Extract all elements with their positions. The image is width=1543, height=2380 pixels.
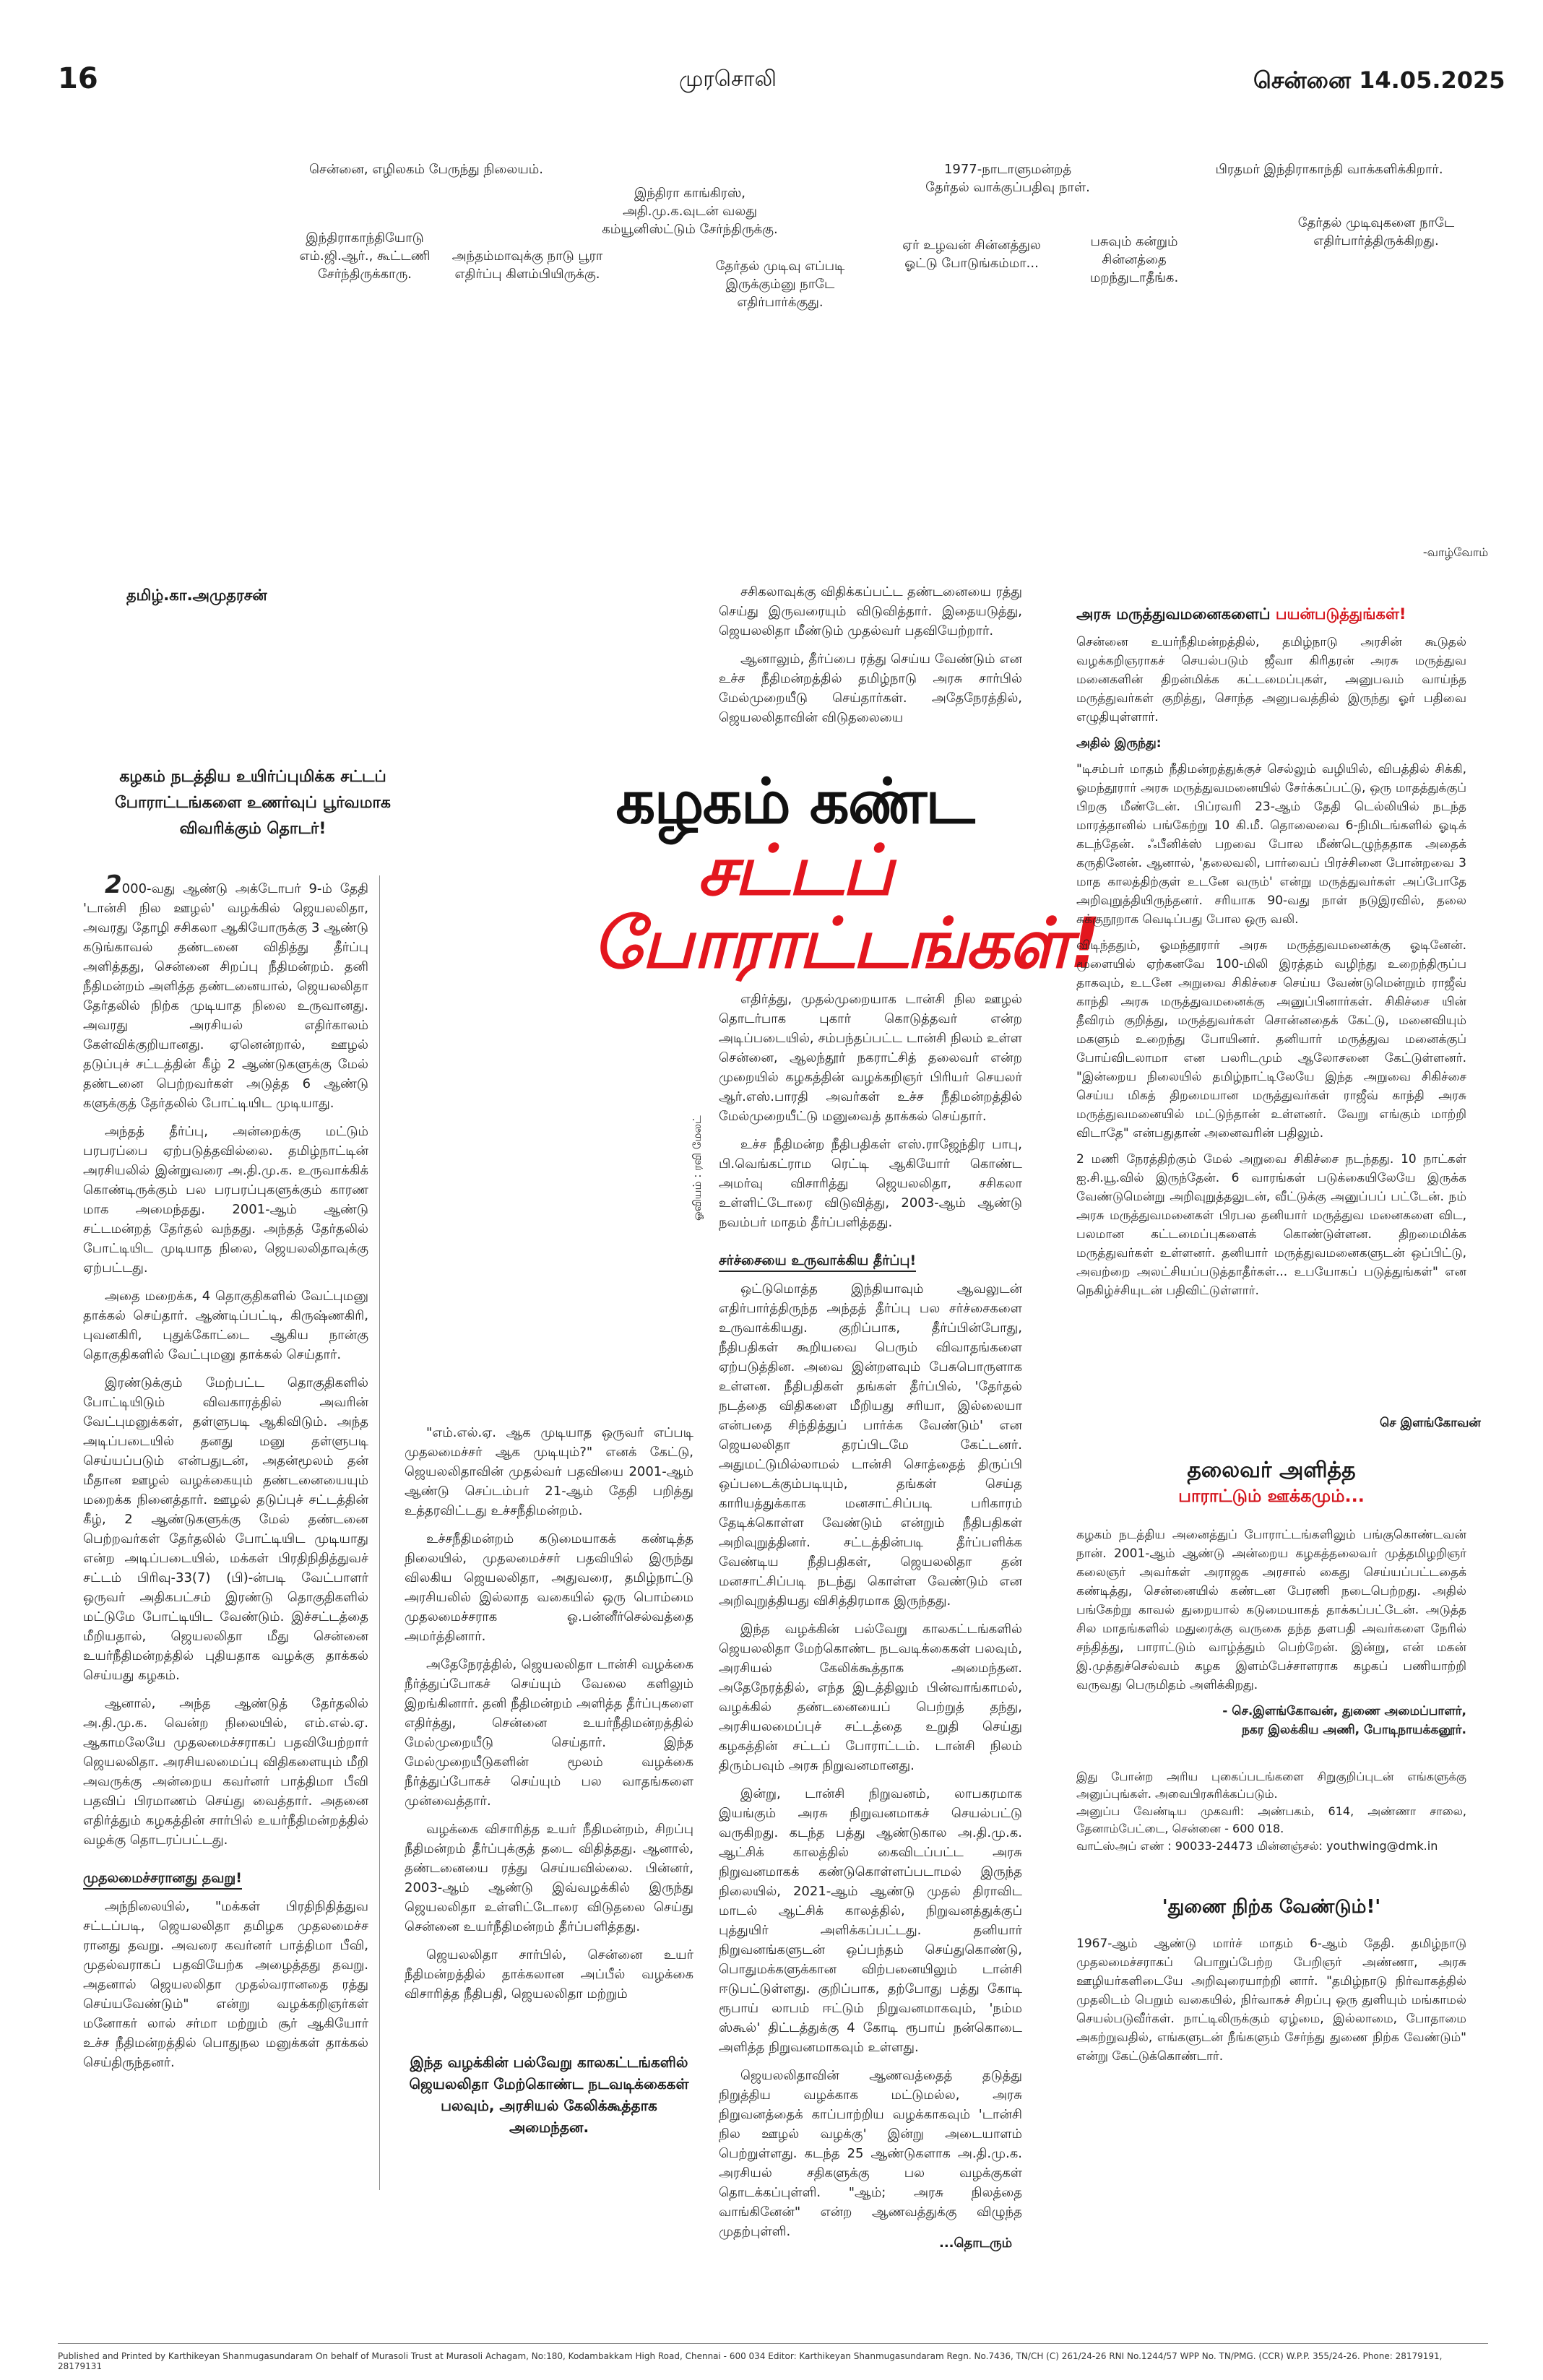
masthead: [0, 0, 1543, 101]
paragraph: கழகம் நடத்திய அனைத்துப் போராட்டங்களிலும் பங்குகொண்டவன் நான். 2001-ஆம் ஆண்டு அன்றைய கழகத்தலைவர் முத்தமிழறிஞர் கலைஞர் அவர்கள் அராஜக அரசால் கைது செய்யப்பட்டதைக் கண்டித்து, சென்னையில் கண்டன பேரணி நடைபெற்றது. அதில் பங்கேற்று காவல் துறையால் கடுமையாகத் தாக்கப்பட்டேன். அடுத்த சில மாதங்களில் மதுரைக்கு வருகை தந்த தளபதி அவர்களை நேரில் சந்தித்து, பாராட்டும் வாழ்த்தும் பெற்றேன். இன்று, என் மகன் இ.முத்துச்செல்வம் கழக இளம்பேச்சாளராக கழகப் பணியாற்றி வருவது பெருமிதம் அளிக்கிறது.: [1076, 1528, 1466, 1692]
comic-signoff: -வாழ்வோம்: [1422, 545, 1489, 559]
article-column-1: [83, 870, 368, 2081]
invite-contact: வாட்ஸ்அப் எண் : 90033-24473 மின்னஞ்சல்: youthwing@dmk.in: [1076, 1839, 1438, 1853]
paragraph: அதை மறைக்க, 4 தொகுதிகளில் வேட்புமனு தாக்கல் செய்தார். ஆண்டிப்பட்டி, கிருஷ்ணகிரி, புவனகிரி, புதுக்கோட்டை ஆகிய நான்கு தொகுதிகளில் வேட்புமனு தாக்கல் செய்தார்.: [83, 1289, 368, 1362]
comic-caption: அந்தம்மாவுக்கு நாடு பூரா எதிர்ப்பு கிளம்பியிருக்கு.: [451, 248, 603, 282]
imprint-line: Published and Printed by Karthikeyan Shanmugasundaram On behalf of Murasoli Trust at Murasoli Achagam, No:180, Kodambakkam High Road, Chennai - 600 034 Editor: Karthikeyan Shanmugasundaram Regn. No.7436, TN/CH (C) 261/24-26 RNI No.1244/57 WPP No. TN/PMG. (CCR) W.P.P. 355/24-26. Phone: 28179191, 28179131: [58, 2351, 1443, 2371]
sidebar2-title: [1076, 1458, 1466, 1508]
dateline: சென்னை 14.05.2025: [1253, 66, 1505, 94]
paragraph: ஜெயலலிதா சார்பில், சென்னை உயர் நீதிமன்றத்தில் தாக்கலான அப்பீல் வழக்கை விசாரித்த நீதிபதி, ஜெயலலிதா மற்றும்: [405, 1947, 693, 2002]
sidebar-intro: சென்னை உயர்நீதிமன்றத்தில், தமிழ்நாடு அரசின் கூடுதல் வழக்கறிஞராகச் செயல்படும் ஜீவா கிரிதரன் அரசு மருத்துவ மனைகளின் திறன்மிக்க கட்டமைப்புகள், அனுபவம் வாய்ந்த மருத்துவர்கள் குறித்து, சொந்த அனுபவத்தில் இருந்து ஓர் பதிவை எழுதியுள்ளார்.: [1076, 635, 1466, 724]
paragraph: சசிகலாவுக்கு விதிக்கப்பட்ட தண்டனையை ரத்து செய்து இருவரையும் விடுவித்தார். இதையடுத்து, ஜெயலலிதா மீண்டும் முதல்வர் பதவியேற்றார்.: [719, 584, 1022, 639]
comic-caption: பிரதமர் இந்திராகாந்தி வாக்களிக்கிறார்.: [1215, 162, 1443, 177]
paragraph: "எம்.எல்.ஏ. ஆக முடியாத ஒருவர் எப்படி முதலமைச்சர் ஆக முடியும்?" எனக் கேட்டு, ஜெயலலிதாவின் முதல்வர் பதவியை 2001-ஆம் ஆண்டு செப்டம்பர் 21-ஆம் தேதி பறித்து உத்தரவிட்டது உச்சநீதிமன்றம்.: [405, 1425, 693, 1518]
invite-text: இது போன்ற அரிய புகைப்படங்களை சிறுகுறிப்புடன் எங்களுக்கு அனுப்புங்கள். அவைபிரசுரிக்கப்படும்.: [1076, 1770, 1466, 1801]
comic-caption: தேர்தல் முடிவுகளை நாடே எதிர்பார்த்திருக்கிறது.: [1297, 215, 1455, 248]
comic-caption: இந்திரா காங்கிரஸ், அதி.மு.க.வுடன் வலது கம்யூனிஸ்ட்டும் சேர்ந்திருக்கு.: [602, 186, 778, 237]
page-number: 16: [58, 62, 98, 95]
pull-quote: இந்த வழக்கின் பல்வேறு காலகட்டங்களில் ஜெயலலிதா மேற்கொண்ட நடவடிக்கைகள் பலவும், அரசியல் கேலிக்கூத்தாக அமைந்தன.: [409, 2054, 689, 2136]
illustration-credit: ஓவியம் : ரவி மேலட்: [691, 1115, 704, 1221]
sidebar-hospital: [1076, 633, 1466, 1307]
sidebar3-title: 'துணை நிற்க வேண்டும்!': [1162, 1896, 1381, 1918]
paragraph: அந்தத் தீர்ப்பு, அன்றைக்கு மட்டும் பரபரப்பை ஏற்படுத்தவில்லை. தமிழ்நாட்டின் அரசியலில் இன்றுவரை அ.தி.மு.க. உருவாக்கிக் கொண்டிருக்கும் பல பரபரப்புகளுக்கும் காரண மாக அமைந்தது. 2001-ஆம் ஆண்டு சட்டமன்றத் தேர்தல் வந்தது. அந்தத் தேர்தலில் போட்டியிட முடியாத நிலை, ஜெயலலிதாவுக்கு ஏற்பட்டது.: [83, 1124, 368, 1276]
article-column-3: [719, 990, 1022, 2250]
column-rule: [379, 875, 380, 2190]
sidebar-title-red: பயன்படுத்துங்கள்!: [1275, 605, 1406, 623]
article-deck: கழகம் நடத்திய உயிர்ப்புமிக்க சட்டப் போராட்டங்களை உணர்வுப் பூர்வமாக விவரிக்கும் தொடர்!: [115, 768, 391, 838]
sidebar-byline: செ இளங்கோவன்: [1380, 1416, 1481, 1430]
paragraph: 2 மணி நேரத்திற்கும் மேல் அறுவை சிகிச்சை நடந்தது. 10 நாட்கள் ஐ.சி.யூ.வில் இருந்தேன். 6 வாரங்கள் படுக்கையிலேயே இருக்க வேண்டுமென்று அறிவுறுத்தலுடன், வீட்டுக்கு அனுப்பப் பட்டேன். நம் அரசு மருத்துவமனைகள் பிரபல தனியார் மருத்துவ மனைகளை விட, பலமான கட்டமைப்புகளைக் கொண்டுள்ளன. திறமைமிக்க மருத்துவர்கள் உள்ளனர். தனியார் மருத்துவமனைகளுடன் ஒப்பிட்டு, அவற்றை அலட்சியப்படுத்தாதீர்கள்... உபயோகப் படுத்துங்கள்" என நெகிழ்ச்சியுடன் பதிவிட்டுள்ளார்.: [1076, 1152, 1466, 1298]
sidebar-title: [1076, 605, 1406, 625]
subheading: சர்ச்சையை உருவாக்கிய தீர்ப்பு!: [719, 1251, 916, 1272]
paragraph: வழக்கை விசாரித்த உயர் நீதிமன்றம், சிறப்பு நீதிமன்றம் தீர்ப்புக்குத் தடை விதித்தது. ஆனால், தண்டனையை ரத்து செய்யவில்லை. பின்னர், 2003-ஆம் ஆண்டு இவ்வழக்கில் இருந்து ஜெயலலிதா உள்ளிட்டோரை விடுதலை செய்து சென்னை உயர்நீதிமன்றம் தீர்ப்பளித்தது.: [405, 1822, 693, 1934]
paragraph: ஆனால், அந்த ஆண்டுத் தேர்தலில் அ.தி.மு.க. வென்ற நிலையில், எம்.எல்.ஏ. ஆகாமலேயே முதலமைச்சராகப் பதவியேற்றார் ஜெயலலிதா. அரசியலமைப்பு விதிகளையும் மீறி அவருக்கு அன்றைய கவர்னர் பாத்திமா பீவி பதவிப் பிரமாணம் செய்து வைத்தார். அதனை எதிர்த்தும் கழகத்தின் சார்பில் உயர்நீதிமன்றத்தில் வழக்கு தொடரப்பட்டது.: [83, 1696, 368, 1848]
paragraph: இன்று, டான்சி நிறுவனம், லாபகரமாக இயங்கும் அரசு நிறுவனமாகச் செயல்பட்டு வருகிறது. கடந்த பத்து ஆண்டுகால அ.தி.மு.க. ஆட்சிக் காலத்தில் கைவிடப்பட்ட அரசு நிறுவனமாகக் கண்டுகொள்ளப்படாமல் இருந்த நிலையில், 2021-ஆம் ஆண்டு முதல் திராவிட மாடல் ஆட்சிக் காலத்தில், நிறுவனத்துக்குப் புத்துயிர் அளிக்கப்பட்டது. தனியார் நிறுவனங்களுடன் ஒப்பந்தம் செய்துகொண்டு, பொதுமக்களுக்கான விற்பனையிலும் டான்சி ஈடுபட்டுள்ளது. குறிப்பாக, தற்போது பத்து கோடி ரூபாய் லாபம் ஈட்டும் நிறுவனமாகவும், 'நம்ம ஸ்கூல்' திட்டத்துக்கு 4 கோடி ரூபாய் நன்கொடை அளித்த நிறுவனமாகவும் உள்ளது.: [719, 1786, 1022, 2055]
headline-line-3: போராட்டங்கள்!: [592, 903, 1100, 985]
paragraph: ஆனாலும், தீர்ப்பை ரத்து செய்ய வேண்டும் என உச்ச நீதிமன்றத்தில் தமிழ்நாடு அரசு சார்பில் மேல்முறையீடு செய்தார்கள். அதேநேரத்தில், ஜெயலலிதாவின் விடுதலையை: [719, 652, 1022, 725]
comic-caption: பசுவும் கன்றும் சின்னத்தை மறந்துடாதீங்க.: [1089, 234, 1179, 285]
article-column-3-top: [719, 582, 1022, 736]
headline-line-2: சட்டப்: [697, 830, 892, 912]
paragraph: இந்த வழக்கின் பல்வேறு காலகட்டங்களில் ஜெயலலிதா மேற்கொண்ட நடவடிக்கைகள் பலவும், அரசியல் கேலிக்கூத்தாக அமைந்தன. அதேநேரத்தில், எந்த இடத்திலும் பின்வாங்காமல், வழக்கில் தண்டனையைப் பெற்றுத் தந்து, அரசியலமைப்புச் சட்டத்தை உறுதி செய்து கழகத்தின் சட்டப் போராட்டம். டான்சி நிலம் திரும்பவும் அரசு நிறுவனமானது.: [719, 1622, 1022, 1773]
sidebar2-title-line2: பாராட்டும் ஊக்கமும்...: [1178, 1486, 1365, 1506]
sidebar-leader-memory: [1076, 1526, 1466, 1747]
article-column-2: [405, 1423, 693, 2012]
paragraph: 2000-வது ஆண்டு அக்டோபர் 9-ம் தேதி 'டான்சி நில ஊழல்' வழக்கில் ஜெயலலிதா, அவரது தோழி சசிகலா ஆகியோருக்கு 3 ஆண்டு கடுங்காவல் தண்டனை விதித்து தீர்ப்பு அளித்தது, சென்னை சிறப்பு நீதிமன்றம். தனி நீதிமன்றம் அளித்த தண்டனையால், ஜெயலலிதா தேர்தலில் நிற்க முடியாத நிலை உருவானது. அவரது அரசியல் எதிர்காலம் கேள்விக்குறியானது. ஏனென்றால், ஊழல் தடுப்புச் சட்டத்தின் கீழ் 2 ஆண்டுகளுக்கு மேல் தண்டனை பெற்றவர்கள் அடுத்த 6 ஆண்டு களுக்குத் தேர்தலில் போட்டியிட முடியாது.: [83, 870, 368, 1111]
subheading: முதலமைச்சரானது தவறு!: [83, 1869, 242, 1890]
comic-caption: ஏர் உழவன் சின்னத்துல ஓட்டு போடுங்கம்மா...: [902, 238, 1041, 271]
newspaper-name: முரசொலி: [679, 66, 777, 92]
sidebar2-title-line1: தலைவர் அளித்த: [1187, 1458, 1356, 1483]
submission-invite: [1076, 1768, 1466, 1855]
signature-line-2: நகர இலக்கிய அணி, போடிநாயக்கனூர்.: [1242, 1723, 1466, 1737]
comic-caption: தேர்தல் முடிவு எப்படி இருக்கும்னு நாடே எதிர்பார்க்குது.: [715, 259, 845, 310]
paragraph: உச்ச நீதிமன்ற நீதிபதிகள் எஸ்.ராஜேந்திர பாபு, பி.வெங்கட்ராம ரெட்டி ஆகியோர் கொண்ட அமர்வு விசாரித்து ஜெயலலிதா, சசிகலா உள்ளிட்டோரை விடுவித்து, 2003-ஆம் ஆண்டு நவம்பர் மாதம் தீர்ப்பளித்தது.: [719, 1137, 1022, 1230]
continued-marker: ...தொடரும்: [939, 2236, 1013, 2251]
comic-caption: 1977-நாடாளுமன்றத் தேர்தல் வாக்குப்பதிவு நாள்.: [925, 162, 1090, 195]
comic-caption: இந்திராகாந்தியோடு எம்.ஜி.ஆர்., கூட்டணி சேர்ந்திருக்காரு.: [299, 230, 431, 282]
invite-address: அனுப்ப வேண்டிய முகவரி: அண்பகம், 614, அண்ணா சாலை, தேனாம்பேட்டை, சென்னை - 600 018.: [1076, 1804, 1466, 1835]
paragraph: எதிர்த்து, முதல்முறையாக டான்சி நில ஊழல் தொடர்பாக புகார் கொடுத்தவர் என்ற அடிப்படையில், சம்பந்தப்பட்ட டான்சி நிலம் உள்ள சென்னை, ஆலந்தூர் நகராட்சித் தலைவர் என்ற முறையில் கழகத்தின் வழக்கறிஞர் பிரியர் செயலர் ஆர்.எஸ்.பாரதி அவர்கள் உச்ச நீதிமன்றத்தில் மேல்முறையீட்டு மனுவைத் தாக்கல் செய்தார்.: [719, 992, 1022, 1124]
sidebar-label: அதில் இருந்து:: [1076, 736, 1162, 750]
paragraph: 1967-ஆம் ஆண்டு மார்ச் மாதம் 6-ஆம் தேதி. தமிழ்நாடு முதலமைச்சராகப் பொறுப்பேற்ற பேறிஞர் அண்ணா, அரசு ஊழியர்களிடையே அறிவுரையாற்றி னார். "தமிழ்நாடு நிர்வாகத்தில் முதலிடம் பெறும் வகையில், நிர்வாகச் சிறப்பு ஒரு துளியும் மங்காமல் செயல்படுவீர்கள். நாட்டிலிருக்கும் ஏழ்மை, இல்லாமை, போதாமை அகற்றுவதில், எங்களுடன் நீங்களும் சேர்ந்து துணை நிற்க வேண்டும்" என்று கேட்டுக்கொண்டார்.: [1076, 1937, 1466, 2064]
headline: [592, 766, 1100, 985]
comic-caption: சென்னை, எழிலகம் பேருந்து நிலையம்.: [308, 162, 544, 177]
paragraph: "டிசம்பர் மாதம் நீதிமன்றத்துக்குச் செல்லும் வழியில், விபத்தில் சிக்கி, ஓமந்தூரார் அரசு மருத்துவமனையில் சேர்க்கப்பட்டு, ஒரு மாதத்துக்குப் பிறகு மீண்டேன். பிப்ரவரி 23-ஆம் தேதி டெல்லியில் நடந்த மாரத்தானில் பங்கேற்று 10 கி.மீ. தொலைவை 6-நிமிடங்களில் ஓடிக் கடந்தேன். ஃபீனிக்ஸ் பறவை போல மீண்டெழுந்ததாக அதைக் கருதினேன். ஆனால், 'தலைவலி, பார்வைப் பிரச்சினை போன்றவை 3 மாத காலத்திற்குள் உடனே வரும்' என்று மருத்துவர்கள் அப்போதே அறிவுறுத்தியிருந்தனர். சரியாக 90-வது நாள் நடுஇரவில், தலை சுக்குநூறாக வெடிப்பது போல ஒரு வலி.: [1076, 762, 1466, 927]
headline-line-1: கழகம் கண்ட: [615, 766, 974, 838]
signature-line-1: - செ.இளங்கோவன், துணை அமைப்பாளர்,: [1222, 1704, 1466, 1718]
sidebar-title-black: அரசு மருத்துவமனைகளைப்: [1076, 605, 1276, 623]
paragraph: விடிந்ததும், ஓமந்தூரார் அரசு மருத்துவமனைக்கு ஓடினேன். மூளையில் ஏற்கனவே 100-மிலி இரத்தம் வழிந்து உறைந்திருப்ப தாகவும், உடனே அறுவை சிகிச்சை செய்ய வேண்டுமென்றும் ராஜீவ் காந்தி அரசு மருத்துவமனைக்கு அனுப்பினார்கள். சிகிச்சை யின் தீவிரம் குறித்து, மருத்துவர்கள் சொன்னதைக் கேட்டு, மனைவியும் மகளும் உறைந்து போயினர். தனியார் மருத்துவ மனைக்குப் போய்விடலாமா என பலரிடமும் ஆலோசனை கேட்டுள்ளனர். "இன்றைய நிலையில் தமிழ்நாட்டிலேயே இந்த அறுவை சிகிச்சை செய்ய மிகத் திறமையான மருத்துவர்கள் ராஜீவ் காந்தி அரசு மருத்துவமனையில் மட்டுந்தான் உள்ளனர். வேறு எங்கும் மாற்றி விடாதே" என்பதுதான் அனைவரின் பதிலும்.: [1076, 938, 1466, 1141]
sidebar-anna-quote: [1076, 1934, 1466, 2073]
paragraph: உச்சநீதிமன்றம் கடுமையாகக் கண்டித்த நிலையில், முதலமைச்சர் பதவியில் இருந்து விலகிய ஜெயலலிதா, அதுவரை, தமிழ்நாட்டு அரசியலில் இல்லாத வகையில் ஒரு பொம்மை முதலமைச்சராக ஓ.பன்னீர்செல்வத்தை அமர்த்தினார்.: [405, 1531, 693, 1644]
paragraph: அந்நிலையில், "மக்கள் பிரதிநிதித்துவ சட்டப்படி, ஜெயலலிதா தமிழக முதலமைச்ச ரானது தவறு. அவரை கவர்னர் பாத்திமா பீவி, முதல்வராகப் பதவியேற்க அழைத்தது தவறு. அதனால் ஜெயலலிதா முதல்வரானதை ரத்து செய்யவேண்டும்" என்று வழக்கறிஞர்கள் மனோகர் லால் சர்மா மற்றும் சூர் ஆகியோர் உச்ச நீதிமன்றத்தில் பொதுநல மனுக்கள் தாக்கல் செய்திருந்தனர்.: [83, 1899, 368, 2070]
article-byline: தமிழ்.கா.அமுதரசன்: [126, 587, 267, 604]
paragraph: இரண்டுக்கும் மேற்பட்ட தொகுதிகளில் போட்டியிடும் விவகாரத்தில் அவரின் வேட்புமனுக்கள், தள்ளுபடி ஆகிவிடும். அந்த அடிப்படையில் தனது மனு தள்ளுபடி செய்யப்படும் என்பதுடன், அதன்மூலம் தன் மீதான ஊழல் வழக்கையும் தண்டனையையும் மறைக்க நினைத்தார். ஊழல் தடுப்புச் சட்டத்தின் கீழ், 2 ஆண்டுகளுக்கு மேல் தண்டனை பெற்றவர்கள் தேர்தலில் போட்டியிட முடியாது என்ற அடிப்படையில், மக்கள் பிரதிநிதித்துவச் சட்டம் பிரிவு-33(7) (பி)-ன்படி வேட்பாளர் ஒருவர் அதிகபட்சம் இரண்டு தொகுதிகளில் மட்டுமே போட்டியிட வேண்டும். இச்சட்டத்தை மீறியதால், ஜெயலலிதா மீது சென்னை உயர்நீதிமன்றத்தில் புதியதாக வழக்கு தாக்கல் செய்யது கழகம்.: [83, 1375, 368, 1683]
paragraph: ஒட்டுமொத்த இந்தியாவும் ஆவலுடன் எதிர்பார்த்திருந்த அந்தத் தீர்ப்பு பல சர்ச்சைகளை உருவாக்கியது. குறிப்பாக, தீர்ப்பின்போது, நீதிபதிகள் கூறியவை பெரும் விவாதங்களை ஏற்படுத்தின. அவை இன்றளவும் பேசுபொருளாக உள்ளன. நீதிபதிகள் தங்கள் தீர்ப்பில், 'தேர்தல் நடத்தை விதிகளை மீறியது சரியா, இல்லையா என்பதை சிந்தித்துப் பார்க்க வேண்டும்' என ஜெயலலிதா தரப்பிடமே கேட்டனர். அதுமட்டுமில்லாமல் டான்சி சொத்தைத் திருப்பி ஒப்படைக்கும்படியும், தங்கள் செய்த காரியத்துக்காக மனசாட்சிப்படி பரிகாரம் தேடிக்கொள்ள வேண்டும் என்றும் நீதிபதிகள் அறிவுறுத்தினர். சட்டத்தின்படி தீர்ப்பளிக்க வேண்டிய நீதிபதிகள், ஜெயலலிதா தன் மனசாட்சிப்படி நடந்து கொள்ள வேண்டும் என அறிவுறுத்தியது விசித்திரமாக இருந்தது.: [719, 1281, 1022, 1609]
paragraph: அதேநேரத்தில், ஜெயலலிதா டான்சி வழக்கை நீர்த்துப்போகச் செய்யும் வேலை களிலும் இறங்கினார். தனி நீதிமன்றம் அளித்த தீர்ப்புகளை எதிர்த்து, சென்னை உயர்நீதிமன்றத்தில் மேல்முறையீடு செய்தார். இந்த மேல்முறையீடுகளின் மூலம் வழக்கை நீர்த்துப்போகச் செய்யும் பல வாதங்களை முன்வைத்தார்.: [405, 1657, 693, 1809]
footer-rule: [58, 2343, 1488, 2344]
paragraph: ஜெயலலிதாவின் ஆணவத்தைத் தடுத்து நிறுத்திய வழக்காக மட்டுமல்ல, அரசு நிறுவனத்தைக் காப்பாற்றிய வழக்காகவும் 'டான்சி நில ஊழல் வழக்கு' இன்று அடையாளம் பெற்றுள்ளது. கடந்த 25 ஆண்டுகளாக அ.தி.மு.க. அரசியல் சதிகளுக்கு பல வழக்குகள் தொடக்கப்புள்ளி. "ஆம்; அரசு நிலத்தை வாங்கினேன்" என்ற ஆணவத்துக்கு விழுந்த முதற்புள்ளி.: [719, 2068, 1022, 2239]
